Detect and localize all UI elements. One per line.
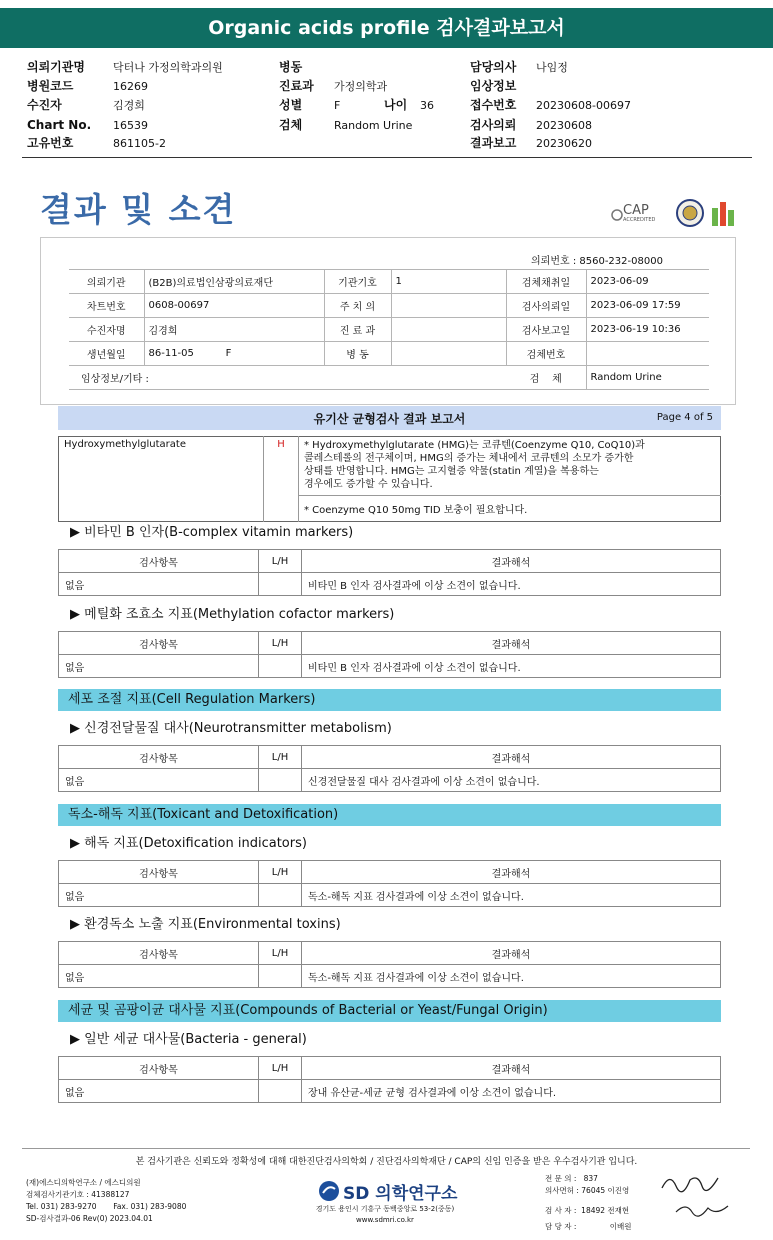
- section-methylation: ▶ 메틸화 조효소 지표(Methylation cofactor markers): [70, 607, 395, 622]
- report-title: 유기산 균형검사 결과 보고서: [313, 412, 466, 426]
- lab-info-table: [69, 269, 709, 390]
- footer-address: 경기도 용인시 기흥구 동백중앙로 53-2(중동): [315, 1205, 455, 1213]
- section-bacteria-general: ▶ 일반 세균 대사물(Bacteria - general): [70, 1032, 307, 1047]
- table-row: 없음 독소-해독 지표 검사결과에 이상 소견이 없습니다.: [59, 884, 721, 907]
- table-row: 없음 비타민 B 인자 검사결과에 이상 소견이 없습니다.: [59, 655, 721, 678]
- section-environmental: ▶ 환경독소 노출 지표(Environmental toxins): [70, 917, 341, 932]
- hmg-note: * Coenzyme Q10 50mg TID 보충이 필요합니다.: [304, 505, 528, 516]
- seal-icon: [675, 198, 705, 228]
- result-table: [58, 860, 721, 907]
- table-row: 없음 독소-해독 지표 검사결과에 이상 소견이 없습니다.: [59, 965, 721, 988]
- signature-icon: [658, 1170, 728, 1196]
- band-cell-regulation: 세포 조절 지표(Cell Regulation Markers): [58, 689, 721, 711]
- table-row: 생년월일 86-11-05 F 병 동 검체번호: [69, 342, 709, 366]
- band-toxicant: 독소-해독 지표(Toxicant and Detoxification): [58, 804, 721, 826]
- report-page-bar: [58, 406, 721, 430]
- hmg-result-table: [58, 436, 721, 522]
- footer-divider: [22, 1148, 750, 1149]
- section-b-complex: ▶ 비타민 B 인자(B-complex vitamin markers): [70, 525, 354, 540]
- table-row: 없음 장내 유산균-세균 균형 검사결과에 이상 소견이 없습니다.: [59, 1080, 721, 1103]
- table-row: 수진자명 김경희 진 료 과 검사보고일 2023-06-19 10:36: [69, 318, 709, 342]
- table-row: 검사항목 L/H 결과해석: [59, 861, 721, 884]
- footer-institute: (재)에스디의학연구소 / 에스디의원 검체검사기관기호 : 41388127 Tel. 031) 283-9270 Fax. 031) 283-9080 SD-검사결과-06 Rev(0) 2023.04.01: [26, 1178, 187, 1223]
- cap-logo: CAP ACCREDITED: [611, 204, 669, 226]
- result-table: [58, 745, 721, 792]
- lab-info-card: [40, 237, 736, 405]
- table-row: 검사항목 L/H 결과해석: [59, 746, 721, 769]
- results-title: 결과 및 소견: [40, 190, 237, 229]
- header-divider: [22, 157, 752, 158]
- section-detoxification: ▶ 해독 지표(Detoxification indicators): [70, 836, 307, 851]
- report-title-bar: Organic acids profile 검사결과보고서: [0, 8, 773, 48]
- hmg-flag: H: [264, 437, 299, 522]
- hmg-interpretation: * Hydroxymethylglutarate (HMG)는 코큐텐(Coenzyme Q10, CoQ10)과 콜레스테롤의 전구체이며, HMG의 증가는 체내에서 코큐텐의 소모가 증가한 상태를 반영합니다. HMG는 고지혈증 약물(statin 계열)을 복용하는 경우에도 증가할 수 있습니다.: [299, 437, 721, 496]
- table-row: 검사항목 L/H 결과해석: [59, 550, 721, 573]
- table-row: 검사항목 L/H 결과해석: [59, 632, 721, 655]
- table-row: 검사항목 L/H 결과해석: [59, 942, 721, 965]
- result-table: [58, 631, 721, 678]
- sd-logo-icon: [318, 1180, 340, 1202]
- accreditation-note: 본 검사기관은 신뢰도와 정확성에 대해 대한진단검사의학회 / 진단검사의학재단 / CAP의 신임 인증을 받은 우수검사기관 입니다.: [135, 1157, 638, 1167]
- table-row: 의뢰기관 (B2B)의료법인삼광의료재단 기관기호 1 검체채취일 2023-06-09: [69, 270, 709, 294]
- footer-signatories: 전 문 의 : 837 의사면허 : 76045 이진영 검 사 자 : 18492 전재현 담 당 자 : 이배원: [545, 1174, 632, 1231]
- table-row: 없음 신경전달물질 대사 검사결과에 이상 소견이 없습니다.: [59, 769, 721, 792]
- lab-logo-icon: [710, 200, 738, 228]
- signature-icon: [672, 1200, 732, 1220]
- section-neurotransmitter: ▶ 신경전달물질 대사(Neurotransmitter metabolism): [70, 721, 392, 736]
- table-row: 검사항목 L/H 결과해석: [59, 1057, 721, 1080]
- result-table: [58, 1056, 721, 1103]
- request-number: 의뢰번호 : 8560-232-08000: [531, 256, 663, 267]
- footer-url: www.sdmri.co.kr: [356, 1216, 414, 1224]
- band-bacterial: 세균 및 곰팡이균 대사물 지표(Compounds of Bacterial or Yeast/Fungal Origin): [58, 1000, 721, 1022]
- page-indicator: Page 4 of 5: [656, 412, 713, 423]
- table-row: [59, 437, 721, 496]
- table-row: 임상정보/기타 : 검 체 Random Urine: [69, 366, 709, 390]
- hmg-name: Hydroxymethylglutarate: [59, 437, 264, 522]
- result-table: [58, 941, 721, 988]
- table-row: 없음 비타민 B 인자 검사결과에 이상 소견이 없습니다.: [59, 573, 721, 596]
- result-table: [58, 549, 721, 596]
- table-row: 차트번호 0608-00697 주 치 의 검사의뢰일 2023-06-09 17:59: [69, 294, 709, 318]
